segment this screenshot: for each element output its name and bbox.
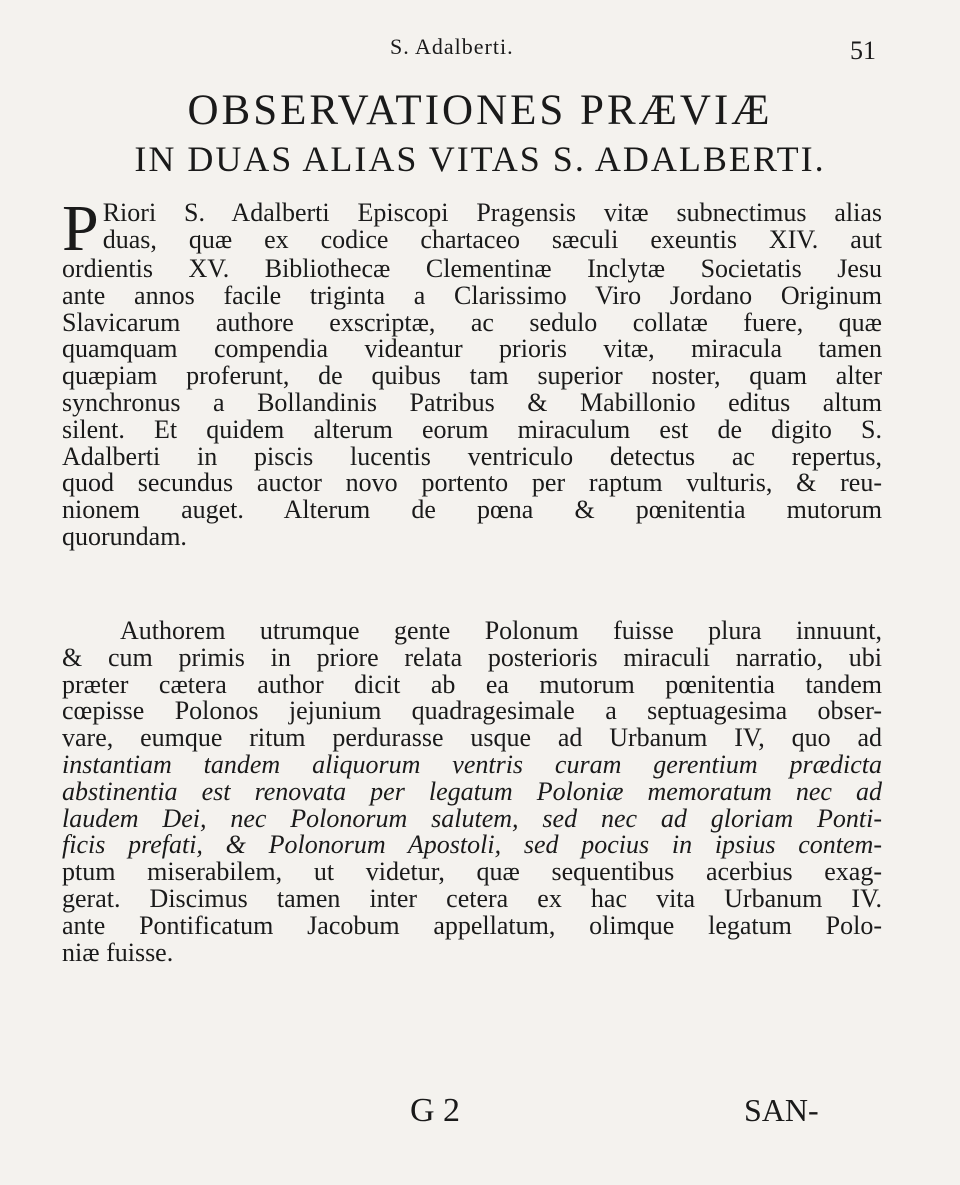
text-line: cœpisse Polonos jejunium quadragesimale a septuagesima obser- [62, 696, 882, 726]
text-line: abstinentia est renovata per legatum Poloniæ memoratum nec ad [62, 776, 882, 806]
page-subtitle: IN DUAS ALIAS VITAS S. ADALBERTI. [134, 139, 826, 179]
catchword: SAN- [744, 1092, 819, 1128]
paragraph-1 [62, 192, 882, 551]
text-line: Riori S. Adalberti Episcopi Pragensis vitæ subnectimus alias [102, 198, 882, 227]
text-line: instantiam tandem aliquorum ventris curam gerentium prædicta [62, 749, 882, 779]
text-line: niæ fuisse. [62, 937, 174, 967]
text-line: & cum primis in priore relata posterioris miraculi narratio, ubi [62, 642, 882, 672]
signature-mark: G 2 [410, 1092, 461, 1129]
text-line: laudem Dei, nec Polonorum salutem, sed nec ad gloriam Ponti- [62, 803, 882, 833]
text-line: synchronus a Bollandinis Patribus & Mabillonio editus altum [62, 387, 882, 417]
text-line: vare, eumque ritum perdurasse usque ad Urbanum IV, quo ad [62, 723, 882, 753]
page-number: 51 [850, 36, 876, 65]
text-line: gerat. Discimus tamen inter cetera ex hac vita Urbanum IV. [62, 883, 882, 913]
paragraph-2 [62, 618, 882, 966]
text-line: Slavicarum authore exscriptæ, ac sedulo collatæ fuere, quæ [62, 307, 882, 337]
text-line: quorundam. [62, 521, 187, 551]
running-head: S. Adalberti. [390, 34, 514, 59]
text-line: Authorem utrumque gente Polonum fuisse plura innuunt, [120, 616, 882, 645]
text-line: quod secundus auctor novo portento per raptum vulturis, & reu- [62, 468, 882, 498]
text-line: silent. Et quidem alterum eorum miraculum est de digito S. [62, 414, 882, 444]
text-line: nionem auget. Alterum de pœna & pœnitentia mutorum [62, 495, 882, 525]
text-line: ante annos facile triginta a Clarissimo Viro Jordano Originum [62, 280, 882, 310]
text-line: ficis prefati, & Polonorum Apostoli, sed pocius in ipsius contem- [62, 830, 882, 860]
text-line: duas, quæ ex codice chartaceo sæculi exeuntis XIV. aut [102, 224, 882, 254]
text-line: quamquam compendia videantur prioris vitæ, miracula tamen [62, 334, 882, 364]
text-line: ptum miserabilem, ut videtur, quæ sequentibus acerbius exag- [62, 857, 882, 887]
text-line: ante Pontificatum Jacobum appellatum, olimque legatum Polo- [62, 910, 882, 940]
text-line: præter cætera author dicit ab ea mutorum pœnitentia tandem [62, 669, 882, 699]
drop-cap: P [62, 192, 99, 265]
text-line: ordientis XV. Bibliothecæ Clementinæ Inclytæ Societatis Jesu [62, 254, 882, 283]
text-line: quæpiam proferunt, de quibus tam superior noster, quam alter [62, 361, 882, 391]
page-title: OBSERVATIONES PRÆVIÆ [187, 87, 773, 134]
text-line: Adalberti in piscis lucentis ventriculo detectus ac repertus, [62, 441, 882, 471]
